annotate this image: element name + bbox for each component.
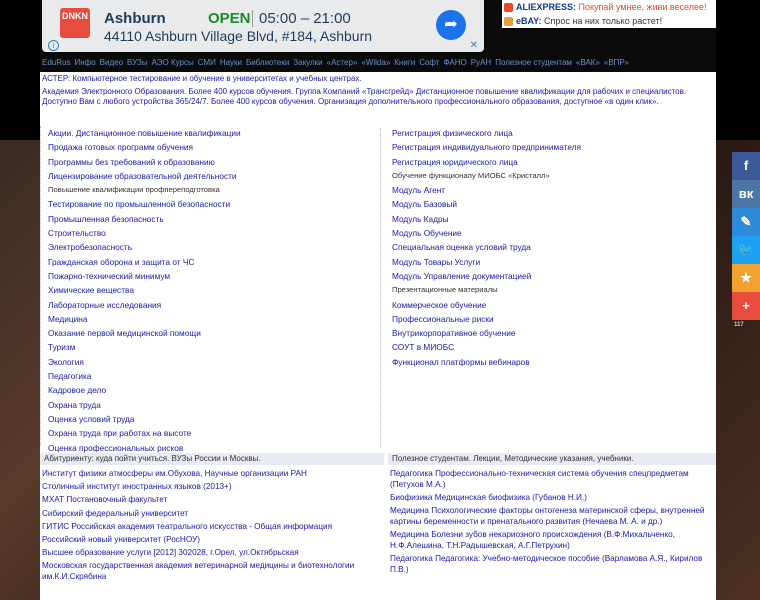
nav-item[interactable]: ФАНО [443,58,467,67]
nav-item[interactable]: EduRus [42,58,71,67]
link-item[interactable]: Модуль Кадры [392,213,449,224]
ad-store-name: Ashburn [104,10,166,27]
promo-links [502,0,716,28]
list-item[interactable]: Высшее образование услуги [2012] 302028, г.Орел, ул.Октябрьская [42,548,299,558]
nav-item[interactable]: АЭО Курсы [151,58,194,67]
link-item[interactable]: Химические вещества [48,285,134,296]
link-item: Обучение функционалу МИОБС «Кристалл» [392,170,550,180]
list-item[interactable]: Педагогика Педагогика: Учебно-методическое пособие (Варламова А.Я., Кирилов П.В.) [390,554,703,575]
ad-address: 44110 Ashburn Village Blvd, #184, Ashburn [104,28,373,44]
link-item[interactable]: Модуль Базовый [392,199,458,210]
link-item[interactable]: Промышленная безопасность [48,213,164,224]
section-heading-applicants: Абитуриенту: куда пойти учиться. ВУЗы России и Москвы. [40,453,384,465]
link-item[interactable]: Пожарно-технический минимум [48,270,171,281]
list-item[interactable]: Московская государственная академия ветеринарной медицины и биотехнологии им.К.И.Скрябина [42,561,355,582]
list-item[interactable]: Институт физики атмосферы им.Обухова, Научные организации РАН [42,469,307,478]
list-item[interactable]: Педагогика Профессионально-техническая система обучения спецпредметам (Петухов М.А.) [390,469,689,489]
column-divider [380,128,381,448]
link-item[interactable]: Внутрикорпоративное обучение [392,328,516,339]
link-item[interactable]: Специальная оценка условий труда [392,242,531,253]
link-item[interactable]: Оценка профессиональных рисков [48,442,184,453]
left-links [46,126,376,455]
link-item[interactable]: Педагогика [48,371,92,382]
students-list [390,467,712,576]
map-ad[interactable] [42,0,484,52]
section-heading-students: Полезное студентам. Лекции, Методические указания, учебники. [388,453,716,465]
social-share-bar [732,152,760,330]
nav-item[interactable]: Закулки [293,58,323,67]
dunkin-logo: DNKN [60,8,90,38]
link-item[interactable]: Строительство [48,228,106,239]
link-item[interactable]: Акции. Дистанционное повышение квалификации [48,128,241,138]
ad-status: OPEN [208,10,251,27]
promo-ebay[interactable] [502,14,716,28]
link-item[interactable]: Коммерческое обучение [392,299,487,310]
nav-item[interactable]: Книги [394,58,416,67]
link-item[interactable]: Оценка условий труда [48,413,135,424]
link-item[interactable]: Программы без требований к образованию [48,156,215,167]
link-item: Презентационные материалы [392,285,498,295]
link-item[interactable]: Профессиональные риски [392,313,494,324]
promo-text: Покупай умнее, живи веселее! [578,2,707,12]
link-item[interactable]: Оказание первой медицинской помощи [48,328,201,339]
link-item[interactable]: Продажа готовых программ обучения [48,142,194,153]
nav-item[interactable]: СМИ [197,58,216,67]
list-item[interactable]: МХАТ Постановочный факультет [42,495,168,505]
link-item[interactable]: Электробезопасность [48,242,133,253]
facebook-icon[interactable]: f [732,152,760,180]
link-item[interactable]: Тестирование по промышленной безопасности [48,199,231,210]
share-icon[interactable]: + [732,292,760,320]
nav-item[interactable]: Библиотеки [245,58,290,67]
top-navigation [40,56,716,70]
close-icon[interactable]: ✕ [469,40,478,51]
column-border [40,126,43,446]
link-item[interactable]: Гражданская оборона и защита от ЧС [48,256,195,267]
applicants-list [42,467,380,583]
nav-item[interactable]: Науки [219,58,242,67]
nav-item[interactable]: Софт [419,58,440,67]
link-item[interactable]: Охрана труда при работах на высоте [48,428,192,439]
link-item[interactable]: СОУТ в МИОБС [392,342,455,353]
intro-block [42,74,712,107]
promo-text: Спрос на них только растет! [544,16,663,26]
list-item[interactable]: Столичный институт иностранных языков (2013+) [42,482,232,492]
link-item[interactable]: Модуль Товары Услуги [392,256,481,267]
nav-item[interactable]: ВУЗы [127,58,148,67]
link-item[interactable]: Лабораторные исследования [48,299,162,310]
link-item[interactable]: Регистрация индивидуального предпринимателя [392,142,582,153]
link-item[interactable]: Модуль Управление документацией [392,270,532,281]
link-item[interactable]: Регистрация юридического лица [392,156,518,167]
list-item[interactable]: Медицина Болезни зубов некариозного происхождения (В.Ф.Михальченко, Н.Ф.Алешина, Т.Н.Радышевская, А.Г.Петрухин) [390,530,675,551]
twitter-icon[interactable]: 🐦 [732,236,760,264]
link-item[interactable]: Модуль Агент [392,185,446,196]
list-item[interactable]: Сибирский федеральный университет [42,508,189,518]
ebay-icon [504,17,513,26]
vk-icon[interactable]: вк [732,180,760,208]
link-item[interactable]: Регистрация физического лица [392,128,513,138]
link-item[interactable]: Модуль Обучение [392,228,462,239]
nav-item[interactable]: Видео [99,58,124,67]
list-item[interactable]: Российский новый университет (РосНОУ) [42,535,200,545]
list-item[interactable]: ГИТИС Российская академия театрального искусства - Общая информация [42,521,333,531]
promo-brand: eBAY: [516,16,542,26]
link-item: Повышение квалификации профпереподготовка [48,185,220,195]
promo-aliexpress[interactable] [502,0,716,14]
right-links [390,126,716,369]
list-item[interactable]: Медицина Психологические факторы онтогенеза материнской сферы, внутренней картины беременности и пренатального развития (Нечаева М. А. и др.) [390,506,705,527]
nav-item[interactable]: «ВПР» [603,58,629,67]
nav-item[interactable]: РуАН [470,58,492,67]
link-item[interactable]: Лицензирование образовательной деятельности [48,170,237,181]
link-item[interactable]: Экология [48,356,84,367]
nav-item[interactable]: «ВАК» [575,58,600,67]
list-item[interactable]: Биофизика Медицинская биофизика (Губанов Н.И.) [390,493,587,502]
link-item[interactable]: Туризм [48,342,76,353]
aliexpress-icon [504,3,513,12]
link-item[interactable]: Кадровое дело [48,385,107,396]
nav-item[interactable]: «Астер» [326,58,358,67]
link-item[interactable]: Функционал платформы вебинаров [392,356,530,367]
livejournal-icon[interactable]: ✎ [732,208,760,236]
nav-item[interactable]: «Wilda» [361,58,391,67]
main-content [40,72,716,600]
share-count: 117 [734,322,744,328]
nav-item[interactable]: Инфо [74,58,96,67]
link-item[interactable]: Медицина [48,313,88,324]
intro-aster[interactable]: АСТЕР: Компьютерное тестирование и обучение в университетах и учебных центрах. [42,74,362,83]
link-item[interactable]: Охрана труда [48,399,101,410]
nav-item[interactable]: Полезное студентам [495,58,572,67]
directions-icon[interactable]: ➦ [436,10,466,40]
intro-academy[interactable]: Академия Электронного Образования. Более 400 курсов обучения. Группа Компаний «Трансгрейд» Дистанционное повышение квалификации для рабочих и специалистов. Доступно Вам с любого устройства 365/24/7. Более 400 курсов обучения. Организация дополнительного профессионального образования, доступное «в один клик». [42,87,687,106]
promo-brand: ALIEXPRESS: [516,2,577,12]
info-icon[interactable]: i [48,40,59,51]
bookmark-icon[interactable]: ★ [732,264,760,292]
ad-hours: 05:00 – 21:00 [252,10,351,27]
